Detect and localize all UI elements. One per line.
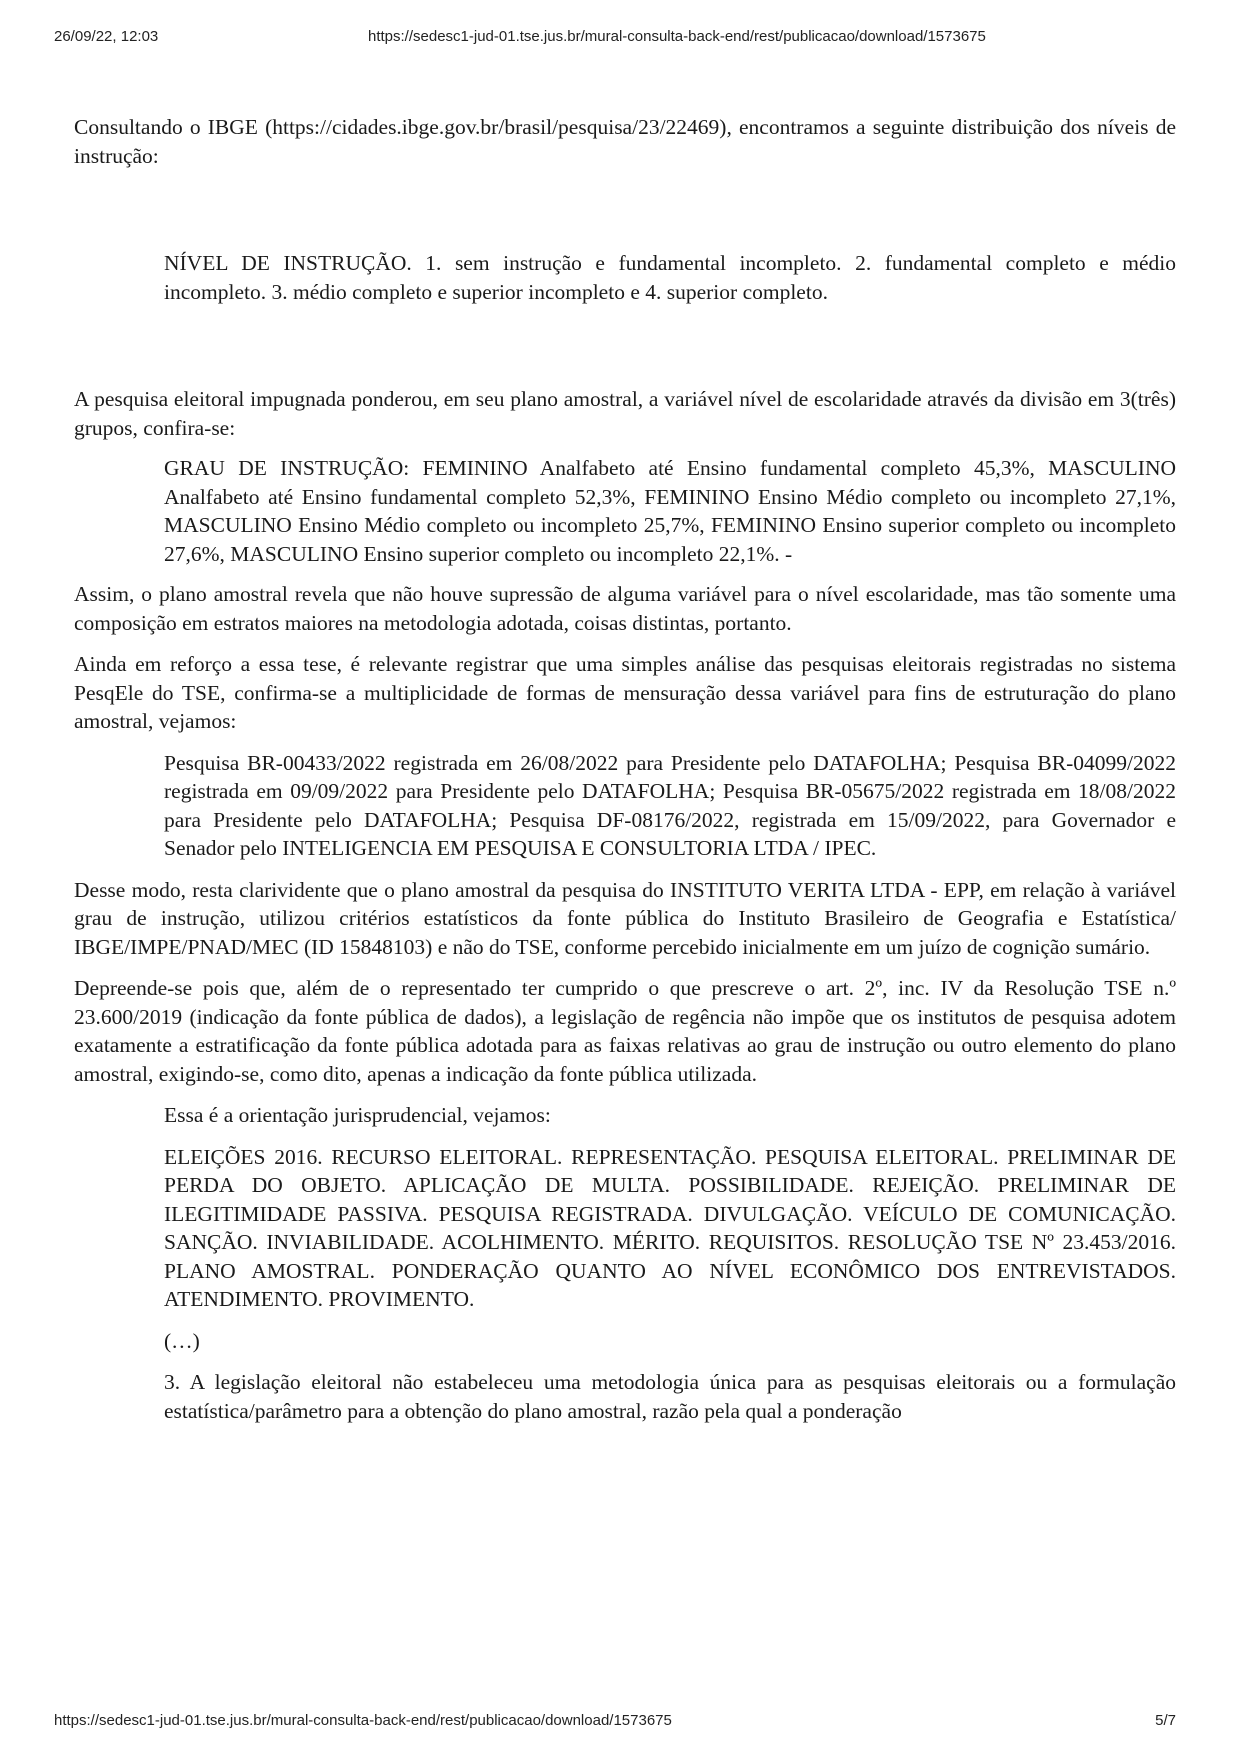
print-datetime: 26/09/22, 12:03: [54, 28, 159, 45]
paragraph-plano-amostral: Assim, o plano amostral revela que não houve supressão de alguma variável para o nível escolaridade, mas tão somente uma composição em estratos maiores na metodologia adotada, coisas distintas, portanto.: [74, 582, 1176, 635]
document-body: [74, 113, 1176, 1425]
page-number: 5/7: [1155, 1712, 1176, 1729]
print-header: [0, 28, 1240, 50]
quote-legislacao-eleitoral: 3. A legislação eleitoral não estabeleceu uma metodologia única para as pesquisas eleitorais ou a formulação estatística/parâmetro para a obtenção do plano amostral, razão pela qual a ponderação: [164, 1370, 1176, 1423]
paragraph-pesquisa-impugnada: A pesquisa eleitoral impugnada ponderou, em seu plano amostral, a variável nível de escolaridade através da divisão em 3(três) grupos, confira-se:: [74, 387, 1176, 440]
quote-nivel-instrucao: NÍVEL DE INSTRUÇÃO. 1. sem instrução e fundamental incompleto. 2. fundamental completo e médio incompleto. 3. médio completo e superior incompleto e 4. superior completo.: [164, 251, 1176, 304]
paragraph-depreende-se: Depreende-se pois que, além de o representado ter cumprido o que prescreve o art. 2º, inc. IV da Resolução TSE n.º 23.600/2019 (indicação da fonte pública de dados), a legislação de regência não impõe que os institutos de pesquisa adotem exatamente a estratificação da fonte pública adotada para as faixas relativas ao grau de instrução ou outro elemento do plano amostral, exigindo-se, como dito, apenas a indicação da fonte pública utilizada.: [74, 976, 1176, 1086]
paragraph-desse-modo: Desse modo, resta clarividente que o plano amostral da pesquisa do INSTITUTO VERITA LTDA - EPP, em relação à variável grau de instrução, utilizou critérios estatísticos da fonte pública do Instituto Brasileiro de Geografia e Estatística/ IBGE/IMPE/PNAD/MEC (ID 15848103) e não do TSE, conforme percebido inicialmente em um juízo de cognição sumário.: [74, 877, 1176, 959]
quote-ellipsis: (…): [164, 1328, 200, 1353]
print-url: https://sedesc1-jud-01.tse.jus.br/mural-consulta-back-end/rest/publicacao/download/1573675: [368, 28, 986, 45]
quote-ementa: ELEIÇÕES 2016. RECURSO ELEITORAL. REPRESENTAÇÃO. PESQUISA ELEITORAL. PRELIMINAR DE PERDA DO OBJETO. APLICAÇÃO DE MULTA. POSSIBILIDADE. REJEIÇÃO. PRELIMINAR DE ILEGITIMIDADE PASSIVA. PESQUISA REGISTRADA. DIVULGAÇÃO. VEÍCULO DE COMUNICAÇÃO. SANÇÃO. INVIABILIDADE. ACOLHIMENTO. MÉRITO. REQUISITOS. RESOLUÇÃO TSE Nº 23.453/2016. PLANO AMOSTRAL. PONDERAÇÃO QUANTO AO NÍVEL ECONÔMICO DOS ENTREVISTADOS. ATENDIMENTO. PROVIMENTO.: [164, 1144, 1176, 1311]
quote-orientacao: Essa é a orientação jurisprudencial, vejamos:: [164, 1103, 551, 1127]
paragraph-ibge-consulta: Consultando o IBGE (https://cidades.ibge.gov.br/brasil/pesquisa/23/22469), encontramos a seguinte distribuição dos níveis de instrução:: [74, 115, 1176, 168]
footer-url: https://sedesc1-jud-01.tse.jus.br/mural-consulta-back-end/rest/publicacao/download/1573675: [54, 1712, 672, 1729]
print-footer: [0, 1712, 1240, 1734]
paragraph-reforco-tese: Ainda em reforço a essa tese, é relevante registrar que uma simples análise das pesquisas eleitorais registradas no sistema PesqEle do TSE, confirma-se a multiplicidade de formas de mensuração dessa variável para fins de estruturação do plano amostral, vejamos:: [74, 652, 1176, 733]
quote-grau-instrucao: GRAU DE INSTRUÇÃO: FEMININO Analfabeto até Ensino fundamental completo 45,3%, MASCULINO Analfabeto até Ensino fundamental completo 52,3%, FEMININO Ensino Médio completo ou incompleto 27,1%, MASCULINO Ensino Médio completo ou incompleto 25,7%, FEMININO Ensino superior completo ou incompleto 27,6%, MASCULINO Ensino superior completo ou incompleto 22,1%. -: [164, 456, 1176, 566]
quote-pesquisas-registradas: Pesquisa BR-00433/2022 registrada em 26/08/2022 para Presidente pelo DATAFOLHA; Pesquisa BR-04099/2022 registrada em 09/09/2022 para Presidente pelo DATAFOLHA; Pesquisa BR-05675/2022 registrada em 18/08/2022 para Presidente pelo DATAFOLHA; Pesquisa DF-08176/2022, registrada em 15/09/2022, para Governador e Senador pelo INTELIGENCIA EM PESQUISA E CONSULTORIA LTDA / IPEC.: [164, 750, 1176, 860]
